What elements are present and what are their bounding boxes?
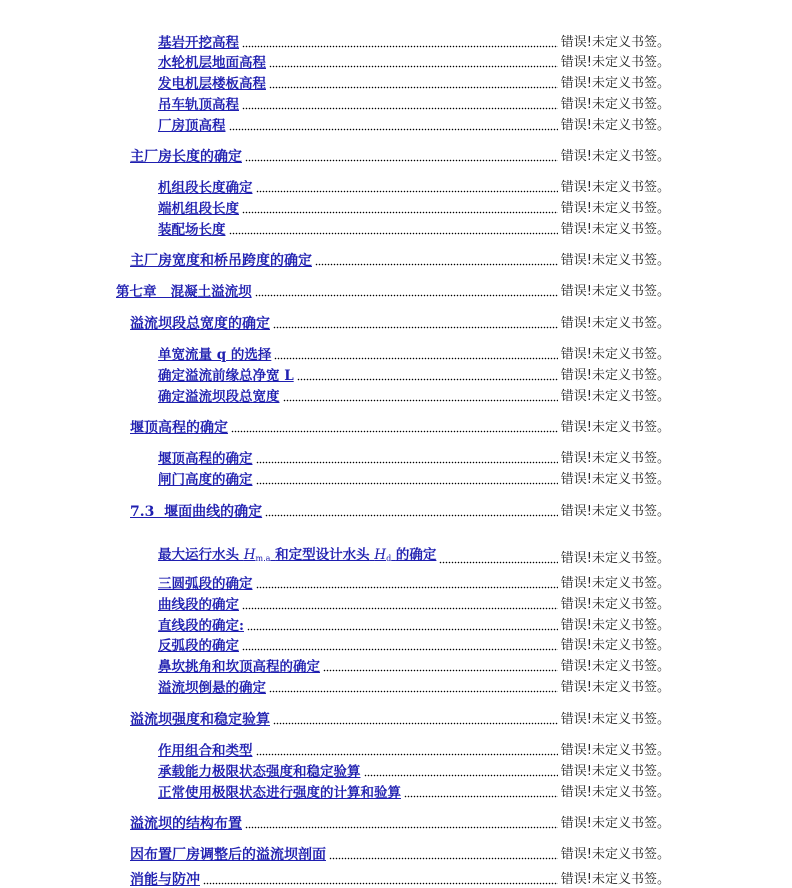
toc-link[interactable]: 鼻坎挑角和坎顶高程的确定 <box>158 659 320 675</box>
toc-entry <box>144 760 670 780</box>
dot-leader <box>404 795 558 798</box>
toc-link[interactable]: 承载能力极限状态强度和稳定验算 <box>158 764 361 780</box>
toc-link[interactable]: 闸门高度的确定 <box>158 472 253 488</box>
toc-link[interactable]: 溢流坝倒悬的确定 <box>158 680 266 696</box>
toc-link[interactable]: 直线段的确定: <box>158 618 244 634</box>
toc-entry <box>144 781 670 801</box>
page-ref-error: 错误!未定义书签。 <box>560 76 670 91</box>
dot-leader <box>269 65 558 68</box>
toc-entry <box>144 72 670 92</box>
dot-leader <box>283 399 558 402</box>
dot-leader <box>265 514 558 517</box>
dot-leader <box>269 690 558 693</box>
toc-entry <box>144 739 670 759</box>
toc-link[interactable]: 主厂房长度的确定 <box>130 149 242 165</box>
dot-leader <box>256 482 558 485</box>
dot-leader <box>273 722 558 725</box>
toc-link[interactable]: 7.3 堰面曲线的确定 <box>130 504 263 520</box>
toc-entry <box>130 416 670 436</box>
toc-link-text: 的确定 <box>395 547 437 563</box>
page-ref-error: 错误!未定义书签。 <box>560 420 670 435</box>
toc-link[interactable]: 溢流坝强度和稳定验算 <box>130 712 270 728</box>
dot-leader <box>245 826 558 829</box>
dot-leader <box>323 669 558 672</box>
dot-leader <box>247 628 558 631</box>
page-ref-error: 错误!未定义书签。 <box>560 284 670 299</box>
toc-link[interactable]: 堰顶高程的确定 <box>158 451 253 467</box>
dot-leader <box>242 107 558 110</box>
page-ref-error: 错误!未定义书签。 <box>560 222 670 237</box>
page-ref-error: 错误!未定义书签。 <box>560 764 670 779</box>
page-ref-error: 错误!未定义书签。 <box>560 659 670 674</box>
page-ref-error: 错误!未定义书签。 <box>560 451 670 466</box>
page-ref-error: 错误!未定义书签。 <box>560 253 670 268</box>
toc-link[interactable]: 吊车轨顶高程 <box>158 97 239 113</box>
dot-leader <box>274 357 557 360</box>
toc-entry <box>144 364 670 384</box>
dot-leader <box>229 128 558 131</box>
toc-link[interactable]: 水轮机层地面高程 <box>158 55 266 71</box>
toc-entry <box>144 218 670 238</box>
toc-link[interactable]: 单宽流量 q 的选择 <box>158 347 272 363</box>
toc-link[interactable]: 溢流坝段总宽度的确定 <box>130 316 270 332</box>
toc-link[interactable]: 主厂房宽度和桥吊跨度的确定 <box>130 253 312 269</box>
page-ref-error: 错误!未定义书签。 <box>560 149 670 164</box>
page-ref-error: 错误!未定义书签。 <box>560 847 670 862</box>
dot-leader <box>315 263 558 266</box>
toc-entry <box>144 385 670 405</box>
dot-leader <box>256 461 558 464</box>
page-ref-error: 错误!未定义书签。 <box>560 712 670 727</box>
toc-link[interactable]: 厂房顶高程 <box>158 118 226 134</box>
toc-entry <box>130 145 670 165</box>
page-ref-error: 错误!未定义书签。 <box>560 201 670 216</box>
dot-leader <box>364 774 558 777</box>
toc-entry <box>130 868 670 888</box>
toc-entry <box>144 197 670 217</box>
dot-leader <box>256 586 558 589</box>
page-ref-error: 错误!未定义书签。 <box>560 118 670 133</box>
page-ref-error: 错误!未定义书签。 <box>560 55 670 70</box>
toc-entry <box>130 812 670 832</box>
page-ref-error: 错误!未定义书签。 <box>560 597 670 612</box>
page-ref-error: 错误!未定义书签。 <box>560 180 670 195</box>
toc-entry <box>130 249 670 269</box>
toc-entry <box>144 593 670 613</box>
toc-link[interactable]: 因布置厂房调整后的溢流坝剖面 <box>130 847 326 863</box>
toc-entry <box>144 572 670 592</box>
toc-entry <box>144 676 670 696</box>
page-ref-error: 错误!未定义书签。 <box>560 872 670 887</box>
page-ref-error: 错误!未定义书签。 <box>560 316 670 331</box>
toc-entry <box>144 93 670 113</box>
dot-leader <box>297 378 558 381</box>
toc-link[interactable]: 第七章 混凝土溢流坝 <box>116 284 252 300</box>
dot-leader <box>273 326 558 329</box>
page-ref-error: 错误!未定义书签。 <box>560 368 670 383</box>
toc-link[interactable]: 消能与防冲 <box>130 872 200 888</box>
toc-link[interactable]: 作用组合和类型 <box>158 743 253 759</box>
toc-entry <box>144 343 670 363</box>
dot-leader <box>245 159 558 162</box>
toc-link[interactable]: 装配场长度 <box>158 222 226 238</box>
page-ref-error: 错误!未定义书签。 <box>560 618 670 633</box>
page-ref-error: 错误!未定义书签。 <box>560 576 670 591</box>
toc-link[interactable]: 反弧段的确定 <box>158 638 239 654</box>
toc-link[interactable]: 堰顶高程的确定 <box>130 420 228 436</box>
dot-leader <box>242 211 558 214</box>
toc-link-text: 和定型设计水头 <box>275 547 370 563</box>
toc-entry <box>144 655 670 675</box>
page-ref-error: 错误!未定义书签。 <box>560 35 670 50</box>
toc-link[interactable]: 基岩开挖高程 <box>158 35 239 51</box>
toc-entry <box>144 468 670 488</box>
dot-leader <box>242 45 558 48</box>
toc-link[interactable]: 确定溢流坝段总宽度 <box>158 389 280 405</box>
page-ref-error: 错误!未定义书签。 <box>560 785 670 800</box>
toc-link[interactable]: 正常使用极限状态进行强度的计算和验算 <box>158 785 401 801</box>
toc-entry <box>130 843 670 863</box>
dot-leader <box>329 857 558 860</box>
toc-entry <box>144 51 670 71</box>
dot-leader <box>203 882 558 885</box>
page-ref-error: 错误!未定义书签。 <box>560 347 670 362</box>
toc-entry <box>130 500 670 520</box>
toc-entry <box>116 280 670 300</box>
page-ref-error: 错误!未定义书签。 <box>560 389 670 404</box>
toc-link[interactable]: 机组段长度确定 <box>158 180 253 196</box>
toc-link[interactable]: 确定溢流前缘总净宽 L <box>158 368 294 384</box>
toc-entry <box>144 614 670 634</box>
toc-link[interactable] <box>158 547 438 567</box>
toc-entry <box>130 312 670 332</box>
page-ref-error: 错误!未定义书签。 <box>560 97 670 112</box>
page-ref-error: 错误!未定义书签。 <box>560 816 670 831</box>
page-ref-error: 错误!未定义书签。 <box>560 680 670 695</box>
page-ref-error: 错误!未定义书签。 <box>560 504 670 519</box>
toc-entry <box>158 543 670 567</box>
dot-leader <box>242 648 558 651</box>
dot-leader <box>255 294 558 297</box>
max-head-symbol: $H_{m a}$ <box>243 547 271 563</box>
dot-leader <box>229 232 558 235</box>
toc-entry <box>144 176 670 196</box>
dot-leader <box>256 753 558 756</box>
toc-link[interactable]: 曲线段的确定 <box>158 597 239 613</box>
design-head-symbol: $H_d$ <box>374 547 392 563</box>
toc-entry <box>144 447 670 467</box>
dot-leader <box>231 430 558 433</box>
page-ref-error: 错误!未定义书签。 <box>560 472 670 487</box>
toc-entry <box>144 31 670 51</box>
toc-link[interactable]: 溢流坝的结构布置 <box>130 816 242 832</box>
dot-leader <box>242 607 558 610</box>
toc-entry <box>144 114 670 134</box>
dot-leader <box>439 561 557 564</box>
page-ref-error: 错误!未定义书签。 <box>560 551 670 566</box>
toc-link[interactable]: 发电机层楼板高程 <box>158 76 266 92</box>
toc-link[interactable]: 端机组段长度 <box>158 201 239 217</box>
toc-entry <box>130 708 670 728</box>
toc-entry <box>144 634 670 654</box>
dot-leader <box>269 86 558 89</box>
page-ref-error: 错误!未定义书签。 <box>560 743 670 758</box>
page-ref-error: 错误!未定义书签。 <box>560 638 670 653</box>
toc-link[interactable]: 三圆弧段的确定 <box>158 576 253 592</box>
toc-link-text: 最大运行水头 <box>158 547 239 563</box>
dot-leader <box>256 190 558 193</box>
